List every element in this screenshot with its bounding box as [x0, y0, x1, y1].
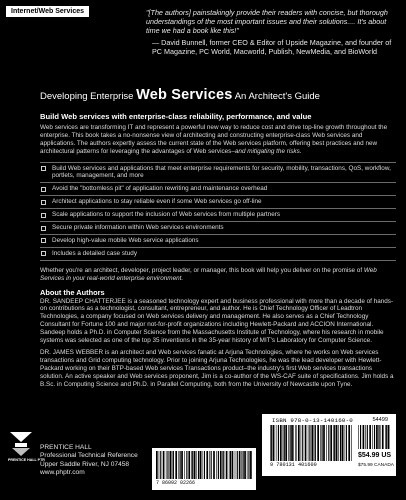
author-bio-chatterjee: DR. SANDEEP CHATTERJEE is a seasoned technology expert and business professional with more than a decade of hands-on contributions as a technologist, consultant, entrepreneur, and author. He is Chief Technology Officer of Leadtron Technologies, a company focused on Web services delivery and management. He also serves as a Chief Technology Consultant for Fortune 100 and major not-for-profit organizations including Hewlett-Packard and ACCION International. Sandeep holds a Ph.D. in Computer Science from the Massachusetts Institute of Technology, where his research in mobile systems was selected as one of the top 35 inventions in the 35-year history of MIT's Laboratory for Computer Science. — [40, 297, 394, 345]
barcode-bar — [382, 425, 384, 449]
barcode-bar — [348, 425, 350, 461]
barcode-digits: 9 780131 401600 — [270, 462, 317, 468]
feature-item — [40, 248, 396, 261]
barcode-bar — [237, 451, 238, 479]
barcode-bar — [365, 425, 366, 449]
barcode-bar — [288, 425, 289, 461]
intro-paragraph — [40, 124, 396, 156]
barcode-bar — [209, 451, 210, 479]
barcode-bar — [180, 451, 181, 479]
barcode-bar — [181, 451, 183, 479]
checkbox-icon — [41, 187, 46, 192]
barcode-bar — [363, 425, 365, 449]
addon-code: 54499 — [372, 417, 388, 423]
feature-text: Avoid the "bottomless pit" of application rewriting and maintenance overhead — [52, 185, 268, 193]
barcode-bar — [342, 425, 344, 461]
barcode-bar — [379, 425, 380, 449]
barcode-bar — [270, 425, 271, 461]
barcode-bar — [344, 425, 345, 461]
barcode-bar — [167, 451, 168, 479]
barcode-bar — [184, 451, 185, 479]
author-bio-webber: DR. JAMES WEBBER is an architect and Web services fanatic at Arjuna Technologies, where he works on Web services transactions and Grid computing technology. Prior to joining Arjuna Technologies, he was the lead developer with Hewlett-Packard working on their BTP-based Web services Transactions product–the industry's first Web services transactions solution. An active speaker and Web services proponent, Jim is a co-author of the WS-CAF suite of specifications. Jim holds a B.Sc. in Computing Science and Ph.D. in Parallel Computing, both from the University of Newcastle upon Tyne. — [40, 348, 394, 388]
barcode-bar — [334, 425, 335, 461]
category-badge: Internet/Web Services — [6, 6, 89, 17]
barcode-bar — [284, 425, 285, 461]
description-column — [40, 113, 396, 392]
barcode-bar — [188, 451, 190, 479]
barcode-bar — [305, 425, 307, 461]
barcode-bar — [271, 425, 272, 461]
title-main: Web Services — [136, 87, 233, 103]
barcode-bar — [239, 451, 241, 479]
closing-paragraph — [40, 267, 396, 283]
barcode-bar — [156, 451, 158, 479]
endorsement-quote — [146, 8, 396, 56]
barcode-bar — [280, 425, 282, 461]
feature-item — [40, 196, 396, 209]
barcode-bar — [198, 451, 199, 479]
quote-text: "[The authors] painstakingly provide their readers with concise, but thorough understandings of the most important issues and their solutions.... It's about time we had a book like this!" — [146, 8, 388, 35]
barcode-bar — [309, 425, 310, 461]
barcode-bar — [369, 425, 371, 449]
barcode-bar — [192, 451, 193, 479]
checkbox-icon — [41, 200, 46, 205]
barcode-bar — [222, 451, 223, 479]
barcode-bar — [216, 451, 217, 479]
feature-text: Architect applications to stay reliable even if some Web services go off-line — [52, 198, 262, 206]
barcode-bar — [243, 451, 244, 479]
feature-item — [40, 222, 396, 235]
closing-emphasis: Web Services in your real-world enterprise environment. — [40, 266, 377, 282]
barcode-bar — [159, 451, 160, 479]
feature-text: Build Web services and applications that meet enterprise requirements for security, mobility, transactions, QoS, workflow, portlets, management, and more — [52, 164, 391, 180]
barcode-bar — [223, 451, 224, 479]
publisher-url: www.phptr.com — [40, 469, 85, 477]
barcode-bar — [235, 451, 236, 479]
barcode-bar — [273, 425, 275, 461]
checkbox-icon — [41, 251, 46, 256]
barcode-bar — [290, 425, 291, 461]
barcode-bar — [204, 451, 205, 479]
isbn-barcode-panel — [262, 414, 396, 476]
barcode-bar — [166, 451, 167, 479]
barcode-bar — [173, 451, 174, 479]
publisher-name: PRENTICE HALL — [40, 444, 92, 451]
barcode-bar — [276, 425, 277, 461]
isbn-number: ISBN 978-0-13-140160-0 — [272, 417, 353, 424]
feature-item — [40, 235, 396, 248]
prentice-hall-logo — [6, 430, 45, 464]
barcode-bar — [248, 451, 249, 479]
checkbox-icon — [41, 238, 46, 243]
feature-text: Includes a detailed case study — [52, 249, 137, 257]
barcode-bar — [278, 425, 279, 461]
isbn-barcode — [270, 425, 352, 461]
barcode-bar — [191, 451, 192, 479]
barcode-bar — [172, 451, 173, 479]
barcode-bar — [376, 425, 378, 449]
secondary-barcode-bars — [156, 451, 252, 479]
barcode-bar — [351, 425, 352, 461]
checkbox-icon — [41, 226, 46, 231]
subtitle: Build Web services with enterprise-class reliability, performance, and value — [40, 112, 312, 121]
barcode-bar — [326, 425, 327, 461]
barcode-bar — [213, 451, 215, 479]
barcode-bar — [230, 451, 231, 479]
intro-text: Web services are transforming IT and represent a powerful new way to reduce cost and drive top-line growth throughout the enterprise. This book takes a no-nonsense view of architecting and constructing enterprise-class Web services and applications. The authors expertly assess the current state of the Web services platform, offering best practices and new architectural patterns for leveraging the advantages of Web services– — [40, 123, 388, 155]
publisher-address: Upper Saddle River, NJ 07458 — [40, 460, 130, 468]
barcode-bar — [291, 425, 293, 461]
feature-text: Secure private information within Web services environments — [52, 224, 224, 232]
barcode-bar — [302, 425, 303, 461]
barcode-bar — [202, 451, 203, 479]
intro-emphasis: and mitigating the risks. — [234, 147, 302, 155]
publisher-info — [40, 444, 138, 478]
feature-item — [40, 163, 396, 184]
barcode-bar — [338, 425, 339, 461]
barcode-bar — [385, 425, 386, 449]
barcode-bar — [320, 425, 321, 461]
barcode-bar — [360, 425, 361, 449]
barcode-bar — [175, 451, 177, 479]
barcode-bar — [218, 451, 219, 479]
barcode-bar — [336, 425, 338, 461]
barcode-bar — [340, 425, 341, 461]
secondary-barcode — [152, 448, 256, 490]
price-addon-barcode — [358, 425, 388, 449]
barcode-bar — [315, 425, 316, 461]
barcode-bar — [229, 451, 230, 479]
barcode-bar — [196, 451, 197, 479]
barcode-bar — [298, 425, 300, 461]
barcode-bar — [220, 451, 222, 479]
barcode-bar — [314, 425, 315, 461]
barcode-bar — [311, 425, 313, 461]
barcode-bar — [211, 451, 212, 479]
barcode-bar — [323, 425, 325, 461]
feature-text: Develop high-value mobile Web service applications — [52, 236, 199, 244]
feature-list — [40, 162, 396, 261]
about-authors-heading: About the Authors — [40, 287, 105, 297]
title-suffix: An Architect's Guide — [234, 91, 320, 102]
barcode-bar — [226, 451, 228, 479]
title-prefix: Developing Enterprise — [40, 91, 134, 102]
barcode-bar — [194, 451, 196, 479]
barcode-bar — [317, 425, 319, 461]
feature-text: Scale applications to support the inclusion of Web services from multiple partners — [52, 211, 281, 219]
barcode-bar — [186, 451, 187, 479]
barcode-bar — [206, 451, 208, 479]
book-title — [40, 87, 400, 103]
barcode-bar — [200, 451, 202, 479]
barcode-bar — [330, 425, 332, 461]
feature-item — [40, 209, 396, 222]
barcode-bar — [241, 451, 242, 479]
barcode-bar — [232, 451, 234, 479]
logo-text: PRENTICE HALL PTR — [8, 458, 45, 462]
barcode-bar — [247, 451, 248, 479]
barcode-bar — [346, 425, 347, 461]
price-us: $54.99 US — [358, 452, 392, 459]
barcode-bar — [372, 425, 373, 449]
barcode-bar — [178, 451, 179, 479]
barcode-bar — [160, 451, 161, 479]
quote-attribution: — David Bunnell, former CEO & Editor of Upside Magazine, and founder of PC Magazine, PC World, Macworld, Publish, NewMedia, and BioWorld — [152, 38, 392, 56]
price-canada: $75.99 CANADA — [358, 463, 394, 468]
secondary-barcode-digits: 7 86092 02266 — [156, 480, 196, 486]
barcode-bar — [367, 425, 368, 449]
barcode-bar — [333, 425, 334, 461]
barcode-bar — [378, 425, 379, 449]
barcode-bar — [244, 451, 246, 479]
barcode-bar — [386, 425, 387, 449]
barcode-bar — [293, 425, 294, 461]
barcode-bar — [388, 425, 390, 449]
checkbox-icon — [41, 213, 46, 218]
barcode-bar — [285, 425, 287, 461]
barcode-bar — [163, 451, 165, 479]
barcode-bar — [301, 425, 302, 461]
closing-text: Whether you're an architect, developer, project leader, or manager, this book will help you deliver on the promise of — [40, 266, 364, 274]
barcode-bar — [322, 425, 323, 461]
barcode-bar — [374, 425, 375, 449]
feature-item — [40, 183, 396, 196]
barcode-bar — [358, 425, 359, 449]
checkbox-icon — [41, 166, 46, 171]
barcode-bar — [170, 451, 172, 479]
barcode-bar — [250, 451, 252, 479]
barcode-bar — [283, 425, 284, 461]
barcode-bar — [295, 425, 296, 461]
barcode-bar — [328, 425, 329, 461]
publisher-division: Professional Technical Reference — [40, 452, 138, 460]
barcode-bar — [308, 425, 309, 461]
